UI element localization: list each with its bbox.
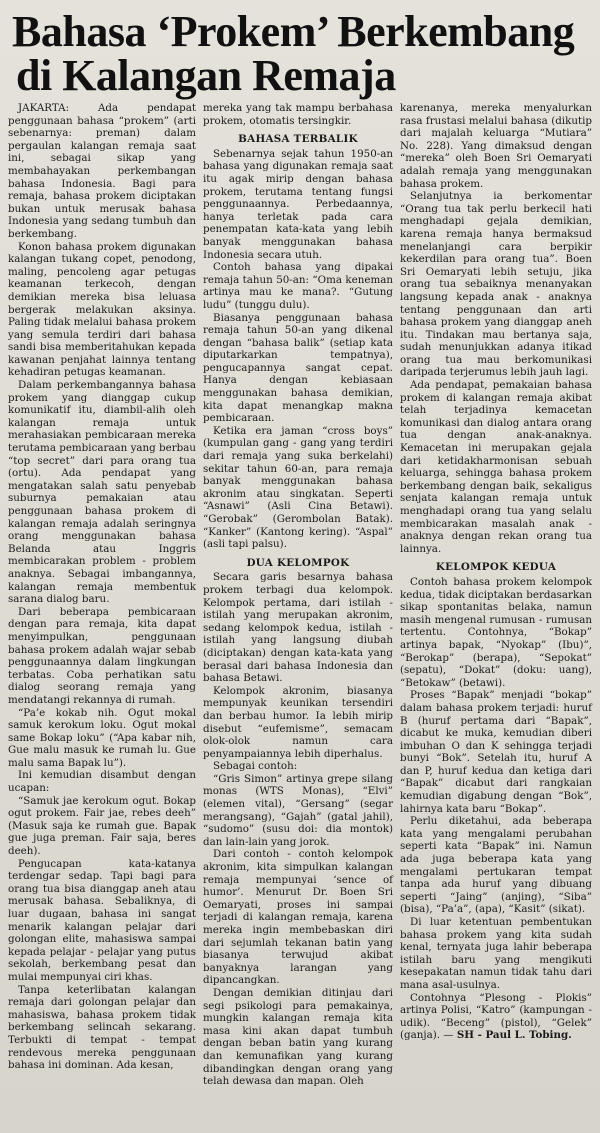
paragraph: Dalam perkembangannya bahasa prokem yang dianggap cukup komunikatif itu, diambil-alih oleh kalangan remaja untuk merahasiakan pembicaraan mereka terutama pembicaraan yang berbau “top secret” dari para orang tua (ortu). Ada pendapat yang mengatakan salah satu penyebab suburnya pemakaian atau penggunaan bahasa prokem di kalangan remaja adalah seringnya orang menggunakan bahasa Belanda atau Inggris membicarakan problem - problem anaknya. Sebagai imbangannya, kalangan remaja membentuk sarana dialog baru. — [8, 379, 197, 606]
paragraph: Ketika era jaman “cross boys” (kumpulan gang - gang yang terdiri dari remaja yang suka berkelahi) sekitar tahun 60-an, para remaja banyak menggunakan bahasa akronim atau singkatan. Seperti “Asnawi” (Asli Cina Betawi). “Gerobak” (Gerombolan Batak). “Kanker” (Kantong kering). “Aspal” (asli tapi palsu). — [203, 424, 393, 551]
paragraph: Di luar ketentuan pembentukan bahasa prokem yang kita sudah kenal, ternyata juga lahir beberapa istilah baru yang mengikuti kesepakatan namun tidak tahu dari mana asal-usulnya. — [400, 916, 592, 991]
paragraph: Pengucapan kata-katanya terdengar sedap. Tapi bagi para orang tua bisa dianggap aneh atau merusak bahasa. Sebaliknya, di luar dugaan, bahasa ini sangat menarik kalangan pelajar dari golongan elite, mahasiswa sampai kepada pelajar - pelajar yang putus sekolah, berkembang pesat dan mulai mempunyai ciri khas. — [8, 857, 196, 983]
paragraph: Dari contoh - contoh kelompok akronim, kita simpulkan kalangan remaja mempunyai ‘sence of humor’. Menurut Dr. Boen Sri Oemaryati, proses ini sampai terjadi di kalangan remaja, karena mereka ingin membebaskan diri dari sejumlah tekanan batin yang biasanya terwujud akibat banyaknya larangan yang dipancangkan. — [203, 848, 393, 987]
paragraph: Dari beberapa pembicaraan dengan para remaja, kita dapat menyimpulkan, penggunaan bahasa prokem adalah wajar sebab penggunaannya dalam lingkungan terbatas. Coba perhatikan satu dialog seorang remaja yang mendatangi rekannya di rumah. — [8, 605, 196, 706]
paragraph — [400, 992, 592, 1042]
subhead-dua-kelompok: DUA KELOMPOK — [246, 556, 350, 569]
paragraph: Dengan demikian ditinjau dari segi psikologi para pemakainya, mungkin kalangan remaja kita masa kini akan dapat tumbuh dengan beban batin yang kurang dan kemunafikan yang kurang dibandingkan dengan orang yang telah dewasa dan mapan. Oleh — [203, 986, 393, 1088]
paragraph: Contoh bahasa prokem kelompok kedua, tidak diciptakan berdasarkan sikap spontanitas belaka, namun masih mengenal rumusan - rumusan tertentu. Contohnya, “Bokap” artinya bapak, “Nyokap” (Ibu)”, “Berokap” (berapa), “Sepokat” (sepatu), “Dokat” (doku: uang), “Betokaw” (betawi). — [400, 575, 592, 689]
paragraph: Contoh bahasa yang dipakai remaja tahun 50-an: “Oma keneman artinya mau ke mana?. “Gutung ludu” (tunggu dulu). — [203, 261, 393, 311]
headline-line-2: di Kalangan Remaja — [16, 51, 396, 100]
paragraph: Konon bahasa prokem digunakan kalangan tukang copet, penodong, maling, pencoleng agar petugas keamanan terkecoh, dengan demikian mereka bisa leluasa bergerak melakukan aksinya. Paling tidak melalui bahasa prokem yang semula terdiri dari bahasa sandi bisa memberitahukan kepada kawanan penjahat lainnya tentang kehadiran petugas keamanan. — [8, 240, 196, 379]
paragraph: Selanjutnya ia berkomentar “Orang tua tak perlu berkecil hati menghadapi gejala demikian, karena remaja hanya bermaksud menelanjangi cara berpikir kekerdilan para orang tua”. Boen Sri Oemaryati lebih setuju, jika orang tua sebaiknya menanyakan langsung kepada anak - anaknya tentang penggunaan dan arti bahasa prokem yang dianggap aneh itu. Tindakan mau bertanya saja, sudah menunjukkan adanya itikad orang tua mau berkomunikasi daripada terjerumus lebih jauh lagi. — [400, 190, 592, 379]
paragraph: Secara garis besarnya bahasa prokem terbagi dua kelompok. Kelompok pertama, dari istilah - istilah yang merupakan akronim, sedang kelompok kedua, istilah - istilah yang langsung diubah (diciptakan) dengan kata-kata yang berasal dari bahasa Indonesia dan bahasa Betawi. — [203, 571, 393, 685]
paragraph: Ada pendapat, pemakaian bahasa prokem di kalangan remaja akibat telah terjadinya kemacetan komunikasi dan dialog antara orang tua dengan anak-anaknya. Kemacetan ini merupakan gejala dari ketidakharmonisan sebuah keluarga, sehingga bahasa prokem berkembang dengan baik, sekaligus senjata kalangan remaja untuk menghadapi orang tua yang selalu membicarakan masalah anak - anaknya dengan rekan orang tua lainnya. — [400, 379, 592, 555]
column-1 — [8, 102, 196, 1088]
column-3 — [400, 102, 592, 1088]
paragraph: “Gris Simon” artinya grepe silang monas (WTS Monas), “Elvi” (elemen vital), “Gersang” (segar merangsang), “Gajah” (gatal jahil), “sudomo” (susu doi: dia montok) dan lain-lain yang jorok. — [203, 772, 393, 848]
paragraph: Perlu diketahui, ada beberapa kata yang mengalami perubahan seperti kata “Bapak” ini. Namun ada juga beberapa kata yang mengalami pertukaran tempat tanpa ada huruf yang dibuang seperti “Jaing” (anjing), “Siba” (bisa), “Pa’a”, (apa), “Kasit” (sikat). — [400, 815, 592, 916]
article-columns — [8, 102, 594, 1088]
headline-line-1: Bahasa ‘Prokem’ Berkembang — [12, 7, 575, 56]
paragraph: JAKARTA: Ada pendapat penggunaan bahasa “prokem” (arti sebenarnya: preman) dalam pergaulan kalangan remaja saat ini, sebagai sikap yang membahayakan perkembangan bahasa Indonesia. Bagi para remaja, bahasa prokem diciptakan bukan untuk merusak bahasa Indonesia yang sedang tumbuh dan berkembang. — [8, 102, 196, 240]
paragraph: Proses “Bapak” menjadi “bokap” dalam bahasa prokem terjadi: huruf B (huruf pertama dari “Bapak”, dicabut ke muka, kemudian diberi imbuhan O dan K sehingga terjadi bunyi “Bok”. Setelah itu, huruf A dan P, huruf kedua dan ketiga dari “Bapak” dicabut dari rangkaian kemudian digabung dengan “Bok”, lahirnya kata baru “Bokap”. — [400, 689, 592, 815]
paragraph: Sebagai contoh: — [213, 760, 298, 773]
subhead-bahasa-terbalik: BAHASA TERBALIK — [238, 133, 358, 146]
byline: SH - Paul L. Tobing. — [456, 1029, 572, 1042]
paragraph: Sebenarnya sejak tahun 1950-an bahasa yang digunakan remaja saat itu agak mirip dengan bahasa prokem, terutama tentang fungsi penggunaannya. Perbedaannya, hanya terletak pada cara penempatan kata-kata yang lebih banyak menggunakan bahasa Indonesia secara utuh. — [203, 147, 393, 261]
paragraph: karenanya, mereka menyalurkan rasa frustasi melalui bahasa (dikutip dari majalah keluarga “Mutiara” No. 228). Yang dimaksud dengan “mereka” oleh Boen Sri Oemaryati adalah remaja yang menggunakan bahasa prokem. — [400, 102, 592, 190]
paragraph: Tanpa keterlibatan kalangan remaja dari golongan pelajar dan mahasiswa, bahasa prokem tidak berkembang selincah sekarang. Terbukti di tempat - tempat rendevous mereka penggunaan bahasa ini dominan. Ada kesan, — [8, 983, 196, 1072]
paragraph: mereka yang tak mampu berbahasa prokem, otomatis tersingkir. — [203, 102, 393, 127]
paragraph-text: Contohnya “Plesong - Plokis” artinya Polisi, “Katro” (kampungan - udik). “Beceng” (pistol), “Gelek” (ganja). — — [400, 991, 592, 1042]
paragraph: Biasanya penggunaan bahasa remaja tahun 50-an yang dikenal dengan “bahasa balik” (setiap kata diputarkarkan tempatnya), pengucapannya sangat cepat. Hanya dengan kebiasaan menggunakan bahasa demikian, kita dapat menangkap makna pembicaraan. — [203, 311, 393, 425]
paragraph: Kelompok akronim, biasanya mempunyak keunikan tersendiri dan berbau humor. Ia lebih mirip disebut “eufemisme”, semacam olok-olok namun cara penyampaiannya lebih diperhalus. — [203, 684, 393, 760]
subhead-kelompok-kedua: KELOMPOK KEDUA — [435, 561, 557, 574]
headline — [12, 7, 594, 100]
paragraph: “Samuk jae kerokum ogut. Bokap ogut prokem. Fair jae, rebes deeh” (Masuk saja ke rumah gue. Bapak gue juga preman. Fair saja, beres deeh). — [8, 794, 196, 858]
paragraph: “Pa’e kokab nih. Ogut mokal samuk kerokum loku. Ogut mokal same Bokap loku” (“Apa kabar nih, Gue malu masuk ke rumah lu. Gue malu sama Bapak lu”). — [8, 706, 196, 769]
column-2 — [203, 102, 393, 1088]
paragraph: Ini kemudian disambut dengan ucapan: — [8, 769, 196, 795]
